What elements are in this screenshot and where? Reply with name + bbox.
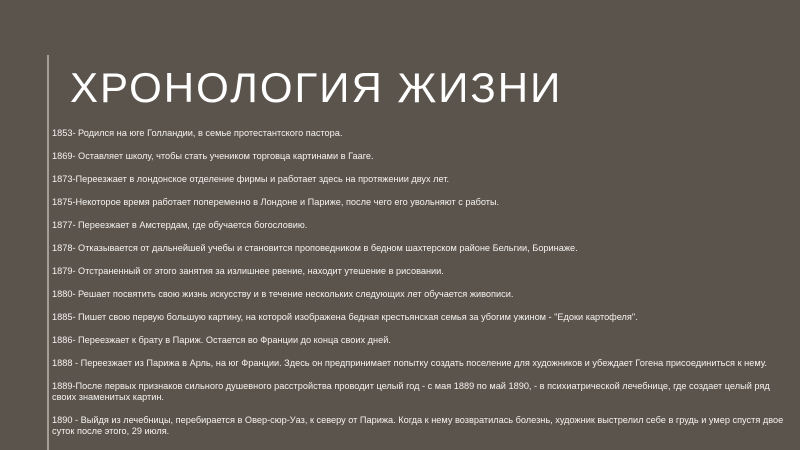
timeline-item: 1885- Пишет свою первую большую картину, на которой изображена бедная крестьянская семья за убогим ужином - "Едоки картофеля".: [52, 312, 638, 322]
timeline-item: 1890 - Выйдя из лечебницы, перебирается в Овер-сюр-Уаз, к северу от Парижа. Когда к нему возвратилась болезнь, художник выстрелил себе в грудь и умер спустя двое суток после этого, 29 июля.: [52, 415, 784, 436]
title-accent-line: [47, 55, 49, 450]
timeline-item: 1886- Переезжает к брату в Париж. Остается во Франции до конца своих дней.: [52, 335, 391, 345]
timeline-item: 1875-Некоторое время работает попеременно в Лондоне и Париже, после чего его увольняют с работы.: [52, 197, 500, 207]
timeline-item: 1873-Переезжает в лондонское отделение фирмы и работает здесь на протяжении двух лет.: [52, 174, 450, 184]
timeline-item: 1878- Отказывается от дальнейшей учебы и становится проповедником в бедном шахтерском районе Бельгии, Боринаже.: [52, 243, 578, 253]
timeline-item: 1853- Родился на юге Голландии, в семье протестантского пастора.: [52, 128, 343, 138]
timeline-item: 1888 - Переезжает из Парижа в Арль, на юг Франции. Здесь он предпринимает попытку создать поселение для художников и убеждает Гогена присоединиться к нему.: [52, 358, 767, 368]
slide-title: ХРОНОЛОГИЯ ЖИЗНИ: [70, 64, 563, 111]
timeline-item: 1879- Отстраненный от этого занятия за излишнее рвение, находит утешение в рисовании.: [52, 266, 444, 276]
timeline-item: 1889-После первых признаков сильного душевного расстройства проводит целый год - с мая 1889 по май 1890, - в психиатрической лечебнице, где создает целый ряд своих знаменитых картин.: [52, 381, 770, 402]
timeline-item: 1880- Решает посвятить свою жизнь искусству и в течение нескольких следующих лет обучается живописи.: [52, 289, 514, 299]
timeline-item: 1877- Переезжает в Амстердам, где обучается богословию.: [52, 220, 308, 230]
timeline-list: [52, 128, 787, 449]
timeline-item: 1869- Оставляет школу, чтобы стать учеником торговца картинами в Гааге.: [52, 151, 374, 161]
